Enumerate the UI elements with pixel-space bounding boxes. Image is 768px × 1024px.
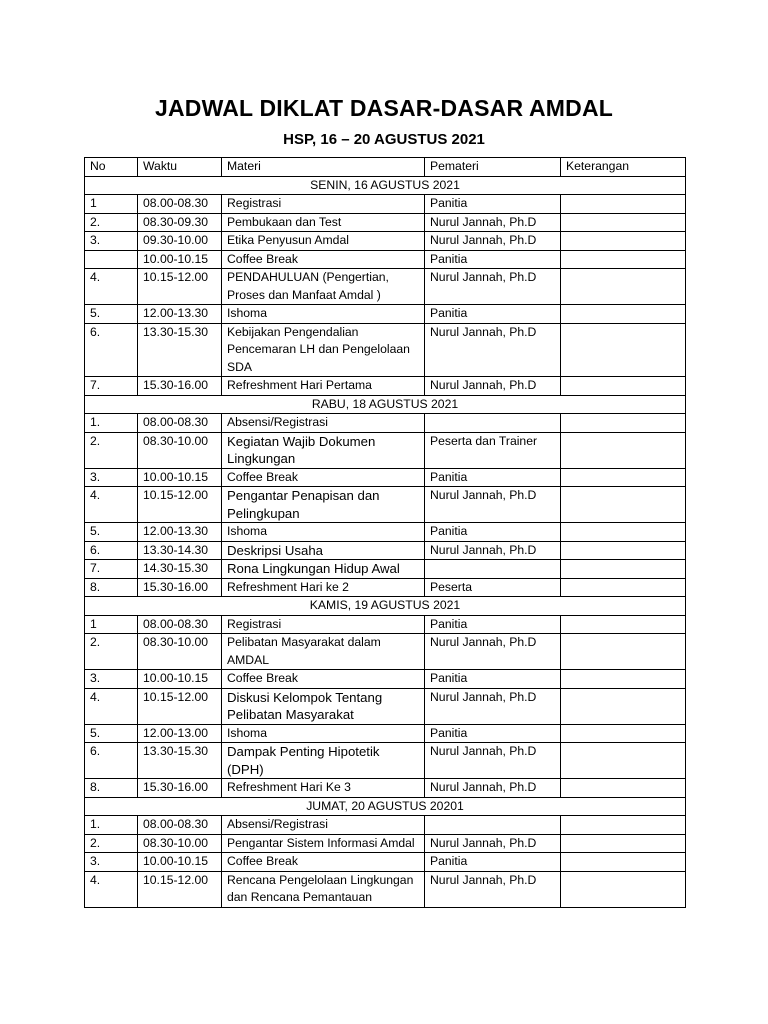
cell-pemateri: Panitia [425, 195, 561, 214]
cell-waktu: 10.15-12.00 [138, 871, 222, 907]
day-label: SENIN, 16 AGUSTUS 2021 [85, 176, 686, 195]
cell-pemateri: Nurul Jannah, Ph.D [425, 213, 561, 232]
table-row [85, 688, 686, 724]
header-no: No [85, 158, 138, 177]
cell-materi: Coffee Break [222, 853, 425, 872]
cell-keterangan [561, 195, 686, 214]
cell-materi: Absensi/Registrasi [222, 816, 425, 835]
cell-no: 4. [85, 487, 138, 523]
cell-waktu: 10.00-10.15 [138, 250, 222, 269]
cell-pemateri: Panitia [425, 670, 561, 689]
cell-no: 8. [85, 578, 138, 597]
day-header-row [85, 797, 686, 816]
cell-keterangan [561, 578, 686, 597]
table-row [85, 853, 686, 872]
cell-no: 2. [85, 634, 138, 670]
cell-keterangan [561, 269, 686, 305]
cell-no: 3. [85, 232, 138, 251]
cell-keterangan [561, 232, 686, 251]
table-row [85, 323, 686, 377]
cell-waktu: 08.00-08.30 [138, 615, 222, 634]
cell-waktu: 09.30-10.00 [138, 232, 222, 251]
cell-materi: Rona Lingkungan Hidup Awal [222, 560, 425, 579]
cell-materi: Coffee Break [222, 250, 425, 269]
cell-pemateri: Nurul Jannah, Ph.D [425, 232, 561, 251]
cell-keterangan [561, 853, 686, 872]
cell-no [85, 250, 138, 269]
table-row [85, 213, 686, 232]
cell-materi: Pengantar Sistem Informasi Amdal [222, 834, 425, 853]
cell-no: 5. [85, 523, 138, 542]
cell-pemateri: Peserta dan Trainer [425, 432, 561, 468]
cell-waktu: 13.30-15.30 [138, 323, 222, 377]
cell-no: 1 [85, 195, 138, 214]
table-row [85, 670, 686, 689]
cell-pemateri: Nurul Jannah, Ph.D [425, 834, 561, 853]
cell-pemateri: Peserta [425, 578, 561, 597]
cell-no: 5. [85, 724, 138, 743]
cell-keterangan [561, 670, 686, 689]
cell-waktu: 08.00-08.30 [138, 195, 222, 214]
cell-waktu: 10.00-10.15 [138, 853, 222, 872]
cell-pemateri: Nurul Jannah, Ph.D [425, 688, 561, 724]
table-row [85, 305, 686, 324]
table-row [85, 232, 686, 251]
cell-no: 2. [85, 834, 138, 853]
cell-keterangan [561, 213, 686, 232]
cell-keterangan [561, 487, 686, 523]
day-header-row [85, 176, 686, 195]
cell-keterangan [561, 615, 686, 634]
cell-waktu: 10.15-12.00 [138, 688, 222, 724]
day-label: KAMIS, 19 AGUSTUS 2021 [85, 597, 686, 616]
cell-waktu: 15.30-16.00 [138, 377, 222, 396]
cell-keterangan [561, 468, 686, 487]
cell-no: 3. [85, 468, 138, 487]
cell-materi: Deskripsi Usaha [222, 541, 425, 560]
cell-pemateri: Panitia [425, 468, 561, 487]
cell-pemateri [425, 816, 561, 835]
cell-pemateri: Panitia [425, 305, 561, 324]
cell-no: 7. [85, 377, 138, 396]
table-row [85, 816, 686, 835]
cell-no: 6. [85, 541, 138, 560]
document-title: JADWAL DIKLAT DASAR-DASAR AMDAL [154, 95, 614, 121]
cell-waktu: 13.30-15.30 [138, 743, 222, 779]
cell-pemateri: Nurul Jannah, Ph.D [425, 779, 561, 798]
table-row [85, 250, 686, 269]
cell-materi: Refreshment Hari ke 2 [222, 578, 425, 597]
cell-pemateri: Nurul Jannah, Ph.D [425, 487, 561, 523]
table-row [85, 468, 686, 487]
cell-pemateri: Nurul Jannah, Ph.D [425, 377, 561, 396]
cell-materi: Coffee Break [222, 670, 425, 689]
cell-materi: Absensi/Registrasi [222, 414, 425, 433]
cell-materi: Registrasi [222, 195, 425, 214]
cell-materi: Etika Penyusun Amdal [222, 232, 425, 251]
cell-keterangan [561, 305, 686, 324]
cell-materi: Refreshment Hari Ke 3 [222, 779, 425, 798]
cell-waktu: 08.30-10.00 [138, 432, 222, 468]
schedule-table [84, 157, 686, 908]
cell-keterangan [561, 523, 686, 542]
cell-no: 2. [85, 213, 138, 232]
table-row [85, 578, 686, 597]
cell-pemateri [425, 414, 561, 433]
cell-pemateri: Nurul Jannah, Ph.D [425, 743, 561, 779]
cell-waktu: 08.00-08.30 [138, 414, 222, 433]
cell-keterangan [561, 541, 686, 560]
cell-pemateri: Nurul Jannah, Ph.D [425, 323, 561, 377]
cell-materi: Pelibatan Masyarakat dalam AMDAL [222, 634, 425, 670]
cell-materi: Ishoma [222, 724, 425, 743]
cell-no: 1 [85, 615, 138, 634]
cell-waktu: 08.30-10.00 [138, 834, 222, 853]
cell-no: 5. [85, 305, 138, 324]
cell-pemateri: Nurul Jannah, Ph.D [425, 871, 561, 907]
table-row [85, 615, 686, 634]
cell-pemateri: Panitia [425, 724, 561, 743]
cell-materi: Kegiatan Wajib Dokumen Lingkungan [222, 432, 425, 468]
table-row [85, 523, 686, 542]
day-label: JUMAT, 20 AGUSTUS 20201 [85, 797, 686, 816]
header-waktu: Waktu [138, 158, 222, 177]
cell-materi: Ishoma [222, 523, 425, 542]
cell-no: 4. [85, 269, 138, 305]
cell-materi: Rencana Pengelolaan Lingkungan dan Rencana Pemantauan [222, 871, 425, 907]
cell-keterangan [561, 871, 686, 907]
table-row [85, 377, 686, 396]
header-keterangan: Keterangan [561, 158, 686, 177]
day-label: RABU, 18 AGUSTUS 2021 [85, 395, 686, 414]
cell-materi: Pengantar Penapisan dan Pelingkupan [222, 487, 425, 523]
cell-keterangan [561, 779, 686, 798]
cell-waktu: 10.15-12.00 [138, 269, 222, 305]
cell-pemateri: Panitia [425, 615, 561, 634]
cell-waktu: 08.30-10.00 [138, 634, 222, 670]
cell-waktu: 12.00-13.30 [138, 523, 222, 542]
schedule-body [85, 176, 686, 907]
cell-waktu: 15.30-16.00 [138, 578, 222, 597]
table-row [85, 487, 686, 523]
cell-keterangan [561, 724, 686, 743]
cell-materi: Dampak Penting Hipotetik (DPH) [222, 743, 425, 779]
cell-waktu: 10.00-10.15 [138, 670, 222, 689]
cell-keterangan [561, 432, 686, 468]
cell-keterangan [561, 688, 686, 724]
cell-keterangan [561, 834, 686, 853]
table-row [85, 195, 686, 214]
cell-no: 1. [85, 414, 138, 433]
cell-materi: Registrasi [222, 615, 425, 634]
cell-pemateri: Nurul Jannah, Ph.D [425, 269, 561, 305]
cell-pemateri: Panitia [425, 250, 561, 269]
cell-no: 4. [85, 871, 138, 907]
document-subtitle: HSP, 16 – 20 AGUSTUS 2021 [283, 131, 485, 148]
cell-keterangan [561, 414, 686, 433]
cell-waktu: 15.30-16.00 [138, 779, 222, 798]
table-row [85, 834, 686, 853]
cell-waktu: 10.15-12.00 [138, 487, 222, 523]
cell-keterangan [561, 634, 686, 670]
cell-materi: PENDAHULUAN (Pengertian, Proses dan Manfaat Amdal ) [222, 269, 425, 305]
cell-materi: Diskusi Kelompok Tentang Pelibatan Masyarakat [222, 688, 425, 724]
cell-waktu: 12.00-13.30 [138, 305, 222, 324]
cell-waktu: 13.30-14.30 [138, 541, 222, 560]
cell-no: 7. [85, 560, 138, 579]
cell-pemateri: Nurul Jannah, Ph.D [425, 634, 561, 670]
table-row [85, 414, 686, 433]
table-header-row [85, 158, 686, 177]
cell-pemateri: Panitia [425, 853, 561, 872]
day-header-row [85, 597, 686, 616]
cell-no: 4. [85, 688, 138, 724]
cell-waktu: 08.00-08.30 [138, 816, 222, 835]
cell-waktu: 12.00-13.00 [138, 724, 222, 743]
cell-materi: Kebijakan Pengendalian Pencemaran LH dan Pengelolaan SDA [222, 323, 425, 377]
cell-waktu: 14.30-15.30 [138, 560, 222, 579]
cell-keterangan [561, 323, 686, 377]
day-header-row [85, 395, 686, 414]
cell-pemateri [425, 560, 561, 579]
cell-materi: Ishoma [222, 305, 425, 324]
cell-keterangan [561, 560, 686, 579]
cell-no: 8. [85, 779, 138, 798]
cell-materi: Coffee Break [222, 468, 425, 487]
cell-no: 3. [85, 670, 138, 689]
table-row [85, 269, 686, 305]
header-materi: Materi [222, 158, 425, 177]
cell-keterangan [561, 743, 686, 779]
cell-materi: Pembukaan dan Test [222, 213, 425, 232]
table-row [85, 432, 686, 468]
cell-no: 6. [85, 743, 138, 779]
cell-keterangan [561, 250, 686, 269]
cell-no: 1. [85, 816, 138, 835]
cell-keterangan [561, 816, 686, 835]
cell-keterangan [561, 377, 686, 396]
cell-no: 6. [85, 323, 138, 377]
cell-pemateri: Nurul Jannah, Ph.D [425, 541, 561, 560]
cell-pemateri: Panitia [425, 523, 561, 542]
cell-no: 3. [85, 853, 138, 872]
cell-waktu: 10.00-10.15 [138, 468, 222, 487]
cell-materi: Refreshment Hari Pertama [222, 377, 425, 396]
table-row [85, 634, 686, 670]
table-row [85, 541, 686, 560]
table-row [85, 724, 686, 743]
cell-no: 2. [85, 432, 138, 468]
header-pemateri: Pemateri [425, 158, 561, 177]
table-row [85, 871, 686, 907]
table-row [85, 779, 686, 798]
cell-waktu: 08.30-09.30 [138, 213, 222, 232]
table-row [85, 743, 686, 779]
table-row [85, 560, 686, 579]
